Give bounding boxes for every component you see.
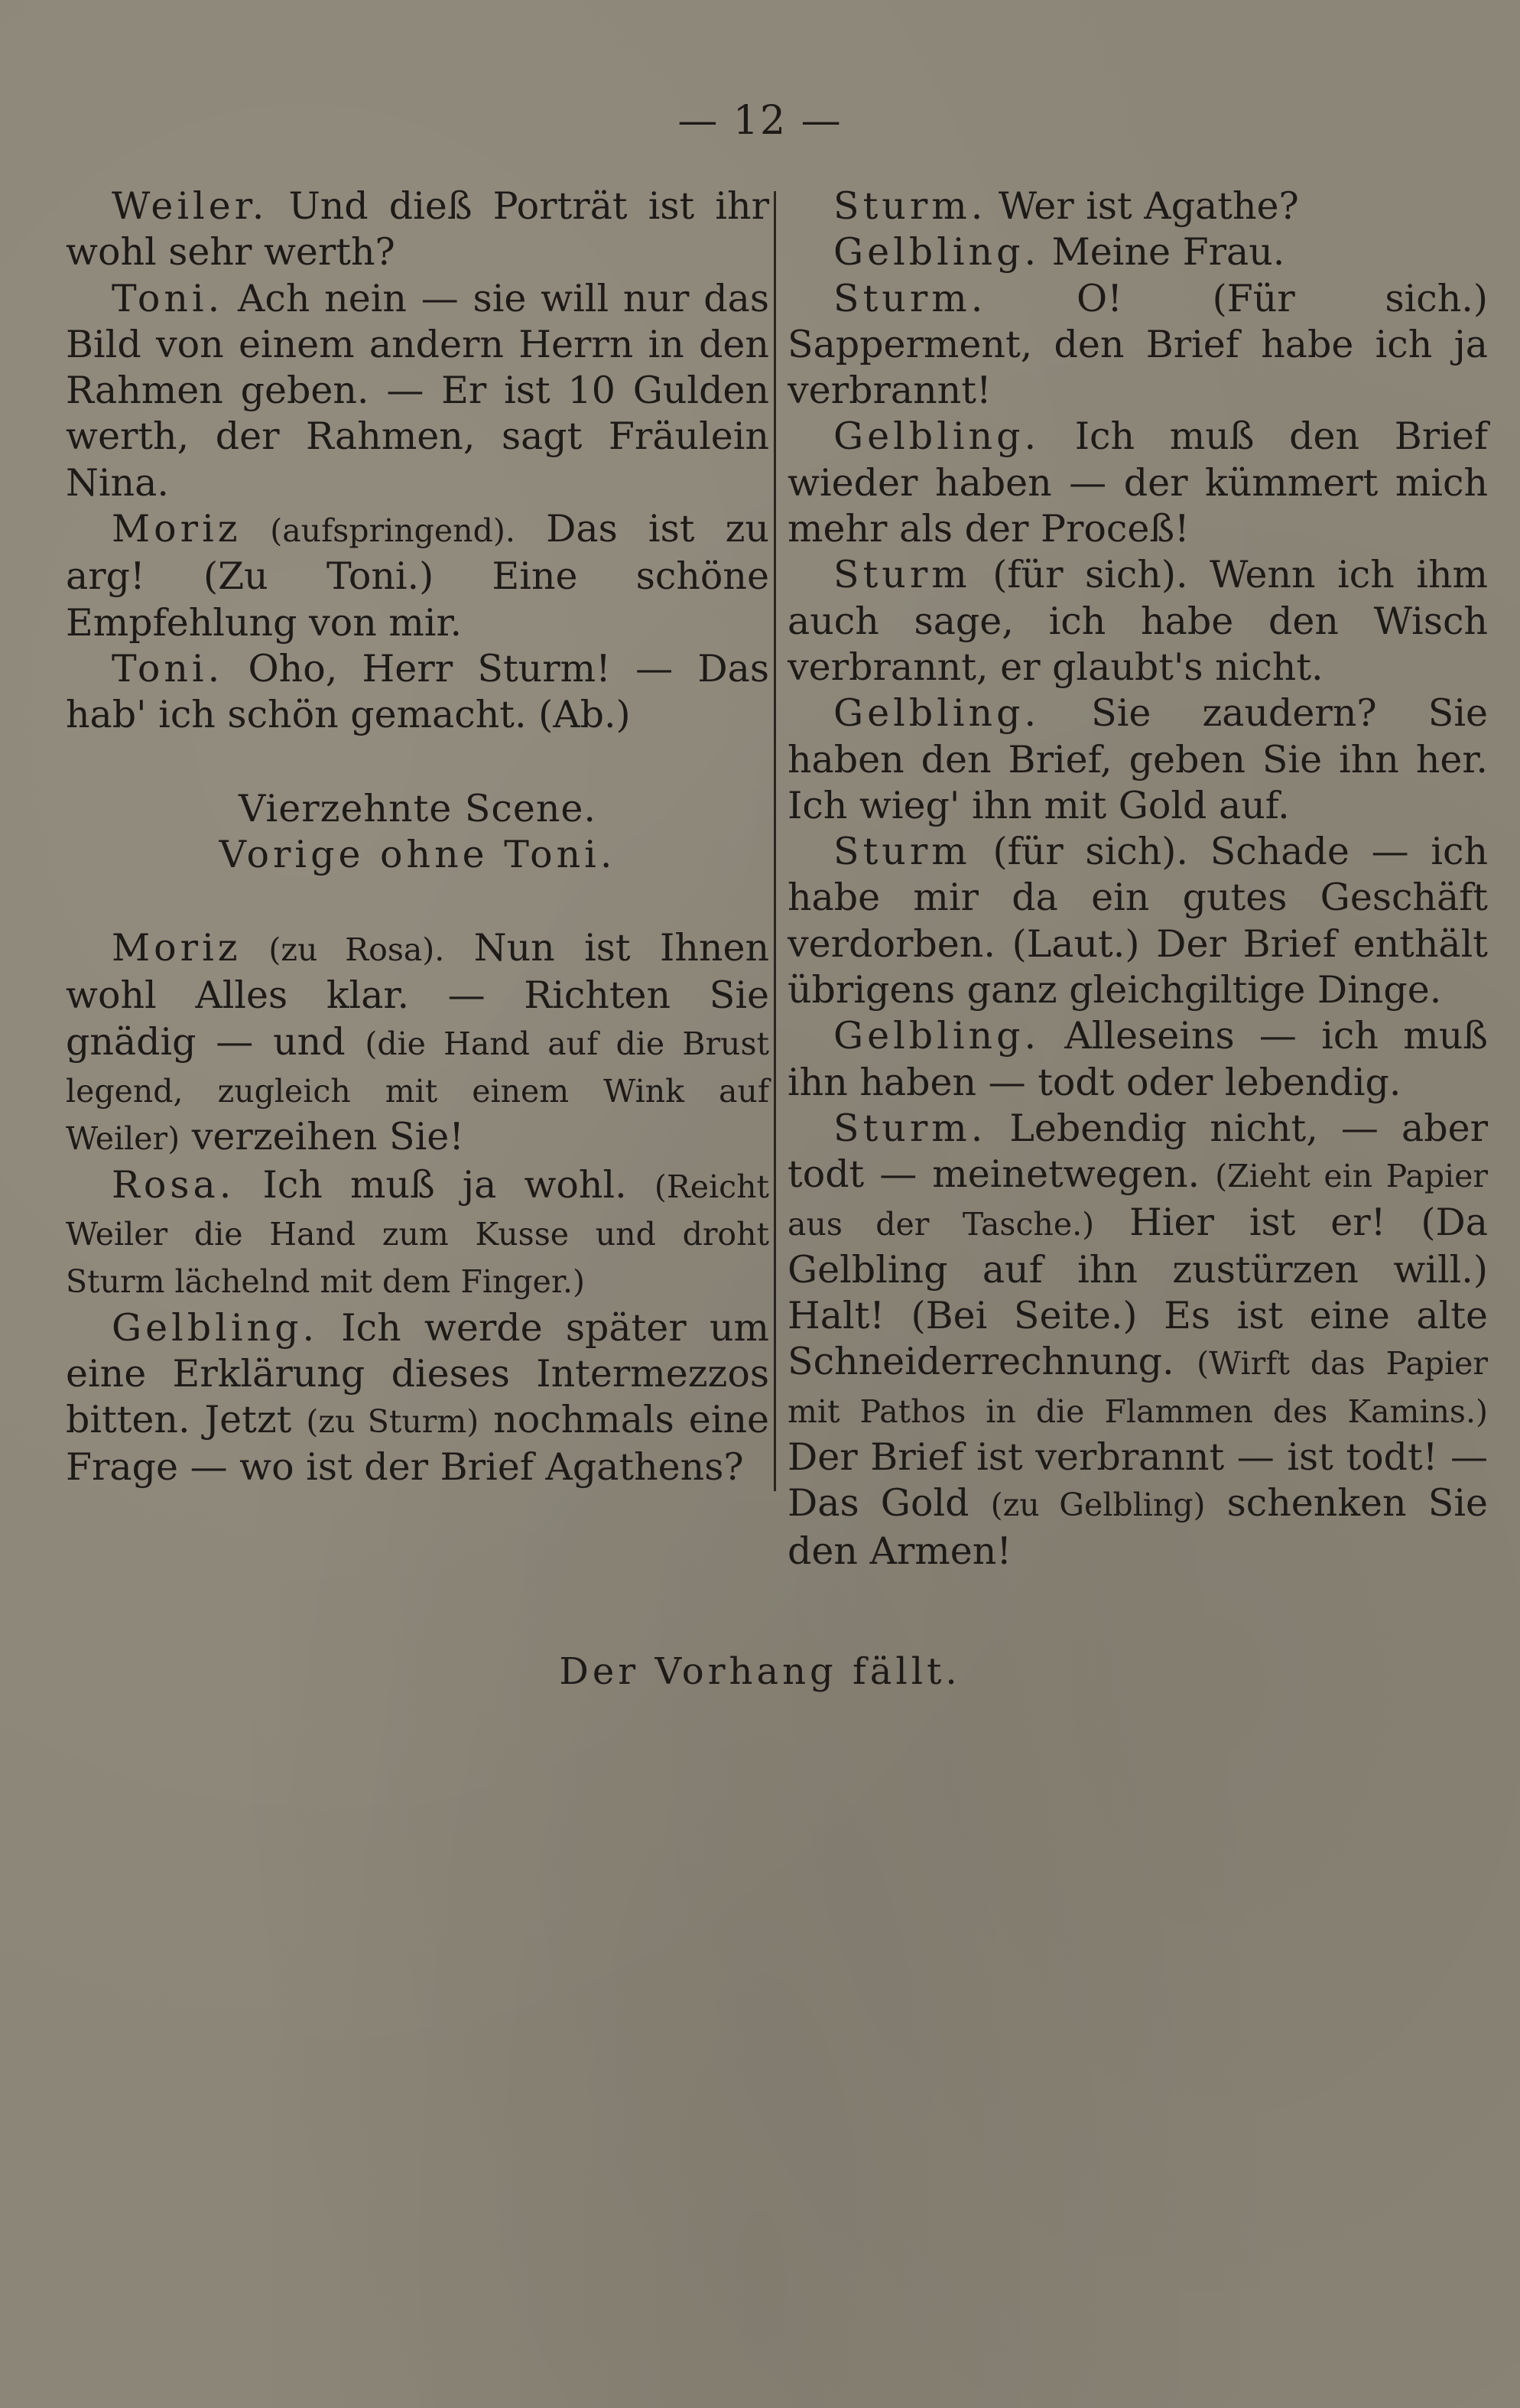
speaker-name: Gelbling.	[833, 414, 1041, 459]
speaker-name: Gelbling.	[833, 691, 1041, 736]
dialogue-moriz	[66, 925, 769, 1162]
stage-direction: (zu Rosa).	[241, 931, 445, 969]
dialogue-text: Lebendig nicht, — aber todt — meinetwegen.	[788, 1106, 1488, 1197]
dialogue-gelbling	[788, 229, 1488, 275]
stage-direction: (für sich).	[970, 553, 1188, 597]
dialogue-text: Schade — ich habe mir da ein gutes Geschäft verdorben. (Laut.) Der Brief enthält übrigens ganz gleichgiltige Dinge.	[788, 830, 1488, 1012]
dialogue-gelbling	[66, 1305, 769, 1491]
speaker-name: Gelbling.	[112, 1305, 319, 1350]
dialogue-moriz	[66, 506, 769, 646]
stage-direction: (die Hand auf die Brust legend, zugleich mit einem Wink auf Weiler)	[66, 1025, 769, 1158]
dialogue-gelbling	[788, 414, 1488, 552]
dialogue-text: schenken Sie den Armen!	[788, 1481, 1488, 1573]
stage-direction: (Wirft das Papier mit Pathos in die Flammen des Kamins.)	[788, 1345, 1488, 1430]
speaker-name: Sturm	[833, 830, 971, 874]
scene-subtitle: Vorige ohne Toni.	[219, 832, 616, 876]
dialogue-text: Alleseins — ich muß ihn haben — todt oder lebendig.	[788, 1014, 1488, 1104]
dialogue-text: Wenn ich ihm auch sage, ich habe den Wisch verbrannt, er glaubt's nicht.	[788, 553, 1489, 689]
dialogue-text: Eine schöne Empfehlung von mir.	[66, 554, 769, 645]
speaker-name: Sturm.	[833, 184, 987, 228]
dialogue-gelbling	[788, 691, 1488, 829]
dialogue-text: O! (Für sich.) Sapperment, den Brief habe ich ja verbrannt!	[788, 276, 1488, 413]
dialogue-text: Meine Frau.	[1040, 230, 1285, 275]
right-column	[788, 184, 1488, 1574]
speaker-name: Sturm	[833, 553, 971, 597]
column-divider	[774, 191, 776, 1491]
dialogue-text: Der Brief ist verbrannt — ist todt! — Das Gold	[788, 1435, 1488, 1526]
stage-direction: (Zieht ein Papier aus der Tasche.)	[788, 1158, 1489, 1243]
dialogue-rosa	[66, 1162, 769, 1305]
left-column	[66, 184, 769, 1491]
stage-direction: (Zu Toni.)	[203, 554, 434, 599]
speaker-name: Moriz	[112, 507, 242, 551]
dialogue-text: verzeihen Sie!	[180, 1115, 464, 1159]
dialogue-text: Halt! (Bei Seite.) Es ist eine alte Schneiderrechnung.	[788, 1294, 1488, 1384]
dialogue-text: Ich werde später um eine Erklärung dieses Intermezzos bitten. Jetzt	[66, 1305, 769, 1442]
dialogue-toni	[66, 646, 769, 739]
dialogue-text: Ach nein — sie will nur das Bild von einem andern Herrn in den Rahmen geben. — Er ist 10 Gulden werth, der Rahmen, sagt Fräulein Nina.	[66, 276, 769, 505]
speaker-name: Moriz	[112, 926, 242, 970]
curtain-line: Der Vorhang fällt.	[559, 1650, 961, 1693]
dialogue-sturm	[788, 276, 1488, 414]
dialogue-text: Sie zaudern? Sie haben den Brief, geben Sie ihn her. Ich wieg' ihn mit Gold auf.	[788, 691, 1488, 827]
dialogue-text: Ich muß den Brief wieder haben — der kümmert mich mehr als der Proceß!	[788, 414, 1488, 551]
stage-direction: (zu Sturm)	[306, 1403, 479, 1441]
scene-title: Vierzehnte Scene.	[239, 786, 596, 830]
dialogue-text: Nun ist Ihnen wohl Alles klar. — Richten Sie gnädig — und	[66, 926, 769, 1064]
dialogue-text: nochmals eine Frage — wo ist der Brief Agathens?	[66, 1398, 769, 1490]
stage-direction: (Da Gelbling auf ihn zustürzen will.)	[788, 1200, 1488, 1292]
dialogue-text: Und dieß Porträt ist ihr wohl sehr werth?	[66, 184, 769, 275]
dialogue-text: Ich muß ja wohl.	[235, 1162, 654, 1207]
dialogue-sturm	[788, 829, 1488, 1013]
stage-direction: (Reicht Weiler die Hand zum Kusse und droht Sturm lächelnd mit dem Finger.)	[66, 1168, 769, 1301]
dialogue-sturm	[788, 184, 1488, 229]
dialogue-sturm	[788, 1106, 1488, 1574]
speaker-name: Gelbling.	[833, 1014, 1041, 1058]
dialogue-text: Wer ist Agathe?	[986, 184, 1299, 228]
speaker-name: Toni.	[112, 646, 224, 691]
stage-direction: (zu Gelbling)	[990, 1487, 1206, 1524]
dialogue-toni	[66, 276, 769, 506]
speaker-name: Toni.	[112, 276, 224, 320]
speaker-name: Rosa.	[112, 1162, 235, 1207]
speaker-name: Gelbling.	[833, 230, 1041, 275]
stage-direction: (für sich).	[970, 830, 1188, 874]
dialogue-weiler	[66, 184, 769, 276]
dialogue-gelbling	[788, 1013, 1488, 1106]
stage-direction: (aufspringend).	[241, 512, 515, 550]
page-number: — 12 —	[677, 98, 843, 144]
dialogue-text: Oho, Herr Sturm! — Das hab' ich schön gemacht. (Ab.)	[66, 646, 769, 737]
dialogue-text: Hier ist er!	[1094, 1200, 1421, 1244]
speaker-name: Weiler.	[112, 184, 268, 228]
speaker-name: Sturm.	[833, 276, 987, 320]
speaker-name: Sturm.	[833, 1106, 987, 1150]
dialogue-sturm	[788, 552, 1488, 691]
dialogue-text: Das ist zu arg!	[66, 507, 769, 599]
